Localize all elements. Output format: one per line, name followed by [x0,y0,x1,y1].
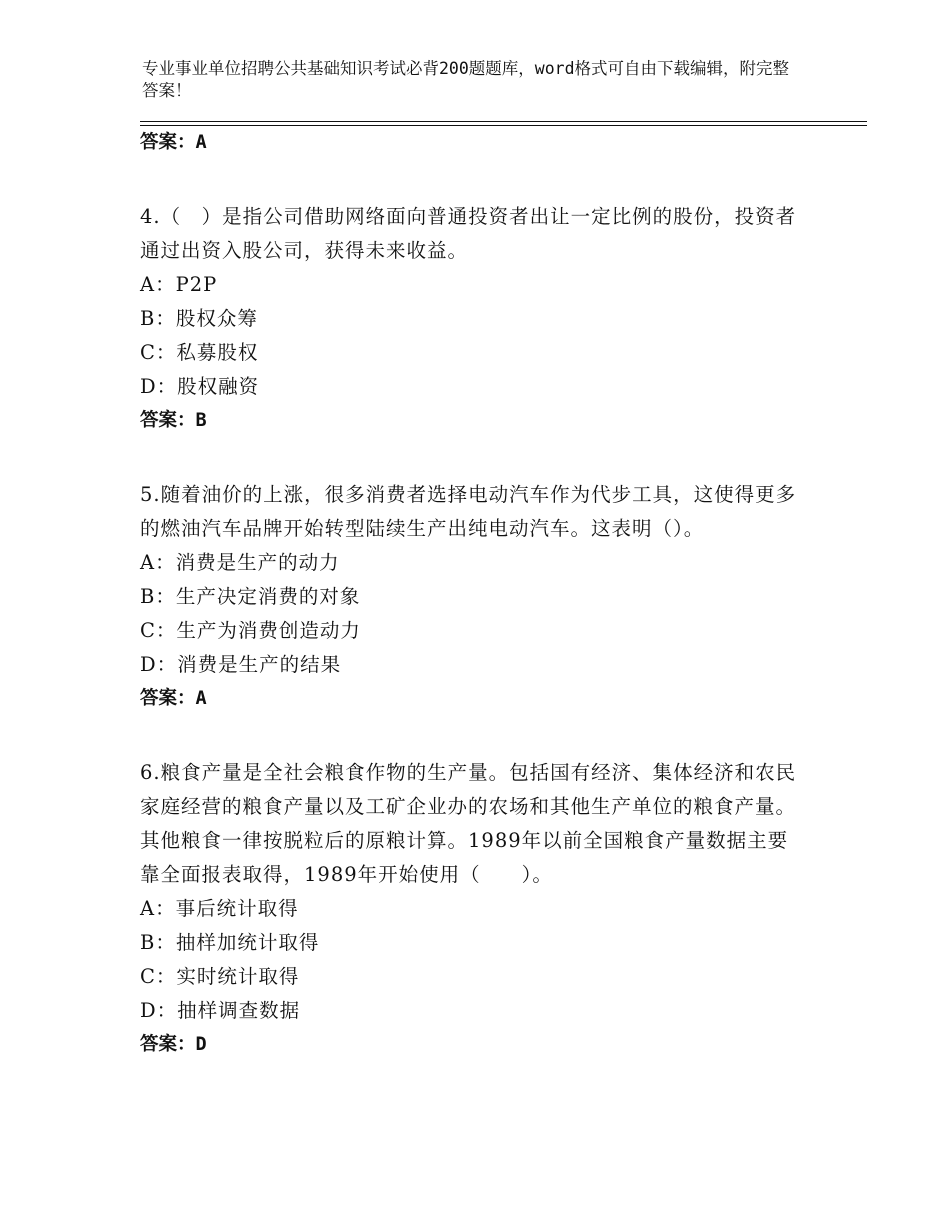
answer-label: 答案：A [140,688,207,709]
option-c: C：实时统计取得 [140,965,300,988]
option-a: A：消费是生产的动力 [140,551,340,574]
option-b: B：生产决定消费的对象 [140,585,361,608]
question-list [140,126,800,1062]
option-c: C：私募股权 [140,341,259,364]
question-5 [140,478,800,716]
answer-label: 答案：B [140,410,207,431]
page-header: 专业事业单位招聘公共基础知识考试必背200题题库，word格式可自由下载编辑，附完整答案！ [142,59,790,100]
question-4 [140,200,800,438]
option-a: A：P2P [140,273,218,296]
question-stem: 6.粮食产量是全社会粮食作物的生产量。包括国有经济、集体经济和农民家庭经营的粮食产量以及工矿企业办的农场和其他生产单位的粮食产量。其他粮食一律按脱粒后的原粮计算。1989年以前全国粮食产量数据主要靠全面报表取得，1989年开始使用（ ）。 [140,761,797,886]
question-stem: 4.（ ）是指公司借助网络面向普通投资者出让一定比例的股份，投资者通过出资入股公司，获得未来收益。 [140,205,797,262]
header-rule-top [140,121,867,122]
question-stem: 5.随着油价的上涨，很多消费者选择电动汽车作为代步工具，这使得更多的燃油汽车品牌开始转型陆续生产出纯电动汽车。这表明（）。 [140,483,797,540]
option-b: B：股权众筹 [140,307,258,330]
previous-answer: 答案：A [140,132,207,153]
option-c: C：生产为消费创造动力 [140,619,361,642]
option-d: D：股权融资 [140,375,260,398]
option-d: D：抽样调查数据 [140,999,301,1022]
question-6 [140,756,800,1062]
option-d: D：消费是生产的结果 [140,653,342,676]
option-b: B：抽样加统计取得 [140,931,320,954]
answer-label: 答案：D [140,1034,207,1055]
option-a: A：事后统计取得 [140,897,299,920]
